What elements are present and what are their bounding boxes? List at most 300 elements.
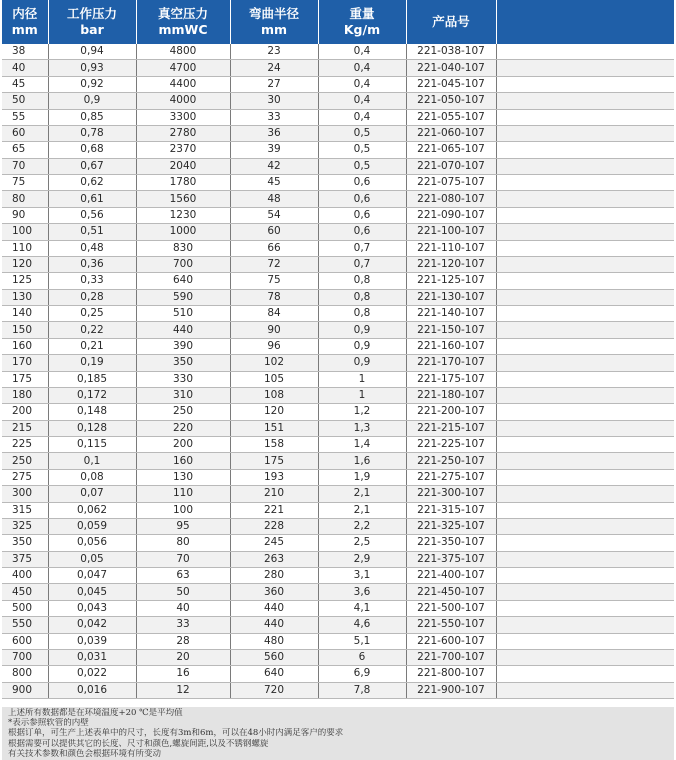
cell-bend-radius: 228	[230, 518, 318, 534]
table-row	[2, 76, 674, 92]
cell-weight: 0,8	[318, 273, 406, 289]
cell-working-pressure: 0,36	[48, 256, 136, 272]
cell-weight: 2,9	[318, 551, 406, 567]
cell-bend-radius: 158	[230, 437, 318, 453]
cell-inner-diameter: 45	[2, 76, 48, 92]
cell-working-pressure: 0,68	[48, 142, 136, 158]
cell-working-pressure: 0,22	[48, 322, 136, 338]
cell-bend-radius: 151	[230, 420, 318, 436]
table-row	[2, 502, 674, 518]
cell-blank	[496, 93, 674, 109]
cell-product-number: 221-175-107	[406, 371, 496, 387]
cell-inner-diameter: 900	[2, 682, 48, 698]
column-header-weight	[318, 0, 406, 44]
cell-blank	[496, 518, 674, 534]
cell-working-pressure: 0,115	[48, 437, 136, 453]
table-row	[2, 125, 674, 141]
cell-working-pressure: 0,51	[48, 224, 136, 240]
cell-working-pressure: 0,1	[48, 453, 136, 469]
cell-vacuum-pressure: 95	[136, 518, 230, 534]
cell-bend-radius: 84	[230, 306, 318, 322]
cell-inner-diameter: 800	[2, 666, 48, 682]
cell-bend-radius: 360	[230, 584, 318, 600]
footnotes	[2, 707, 674, 760]
cell-product-number: 221-225-107	[406, 437, 496, 453]
cell-bend-radius: 45	[230, 175, 318, 191]
cell-weight: 0,5	[318, 142, 406, 158]
cell-product-number: 221-150-107	[406, 322, 496, 338]
cell-weight: 0,4	[318, 60, 406, 76]
cell-working-pressure: 0,172	[48, 387, 136, 403]
cell-product-number: 221-170-107	[406, 355, 496, 371]
cell-bend-radius: 560	[230, 649, 318, 665]
cell-vacuum-pressure: 33	[136, 617, 230, 633]
footnote-line: 有关技术参数和颜色会根据环境有所变动	[8, 748, 162, 759]
cell-bend-radius: 27	[230, 76, 318, 92]
table-row	[2, 371, 674, 387]
table-row	[2, 535, 674, 551]
table-row	[2, 224, 674, 240]
cell-weight: 0,6	[318, 207, 406, 223]
cell-inner-diameter: 600	[2, 633, 48, 649]
cell-inner-diameter: 160	[2, 338, 48, 354]
cell-working-pressure: 0,48	[48, 240, 136, 256]
cell-vacuum-pressure: 2780	[136, 125, 230, 141]
cell-bend-radius: 105	[230, 371, 318, 387]
cell-vacuum-pressure: 1000	[136, 224, 230, 240]
cell-product-number: 221-800-107	[406, 666, 496, 682]
cell-blank	[496, 322, 674, 338]
cell-vacuum-pressure: 310	[136, 387, 230, 403]
cell-product-number: 221-060-107	[406, 125, 496, 141]
column-header-unit: mm	[11, 22, 38, 37]
cell-weight: 0,6	[318, 191, 406, 207]
cell-product-number: 221-050-107	[406, 93, 496, 109]
cell-weight: 0,8	[318, 289, 406, 305]
cell-weight: 0,9	[318, 322, 406, 338]
cell-blank	[496, 306, 674, 322]
cell-inner-diameter: 275	[2, 469, 48, 485]
cell-blank	[496, 142, 674, 158]
footnote-line: 根据订单，可生产上述表单中的尺寸，长度有3m和6m，可以在48小时内满足客户的要求	[8, 728, 344, 739]
cell-weight: 2,1	[318, 486, 406, 502]
cell-vacuum-pressure: 160	[136, 453, 230, 469]
cell-inner-diameter: 40	[2, 60, 48, 76]
cell-inner-diameter: 300	[2, 486, 48, 502]
cell-working-pressure: 0,92	[48, 76, 136, 92]
cell-product-number: 221-315-107	[406, 502, 496, 518]
cell-inner-diameter: 180	[2, 387, 48, 403]
cell-working-pressure: 0,047	[48, 568, 136, 584]
cell-inner-diameter: 175	[2, 371, 48, 387]
table-row	[2, 551, 674, 567]
cell-weight: 0,7	[318, 256, 406, 272]
table-row	[2, 453, 674, 469]
cell-weight: 0,4	[318, 76, 406, 92]
cell-bend-radius: 42	[230, 158, 318, 174]
cell-vacuum-pressure: 70	[136, 551, 230, 567]
cell-blank	[496, 600, 674, 616]
cell-blank	[496, 355, 674, 371]
cell-working-pressure: 0,148	[48, 404, 136, 420]
cell-product-number: 221-110-107	[406, 240, 496, 256]
table-row	[2, 175, 674, 191]
cell-blank	[496, 44, 674, 60]
cell-inner-diameter: 250	[2, 453, 48, 469]
cell-weight: 1	[318, 387, 406, 403]
cell-vacuum-pressure: 2370	[136, 142, 230, 158]
cell-inner-diameter: 150	[2, 322, 48, 338]
cell-product-number: 221-045-107	[406, 76, 496, 92]
cell-blank	[496, 109, 674, 125]
cell-blank	[496, 273, 674, 289]
cell-inner-diameter: 80	[2, 191, 48, 207]
cell-product-number: 221-038-107	[406, 44, 496, 60]
cell-working-pressure: 0,9	[48, 93, 136, 109]
cell-vacuum-pressure: 1560	[136, 191, 230, 207]
cell-bend-radius: 440	[230, 600, 318, 616]
cell-vacuum-pressure: 330	[136, 371, 230, 387]
cell-working-pressure: 0,039	[48, 633, 136, 649]
cell-inner-diameter: 50	[2, 93, 48, 109]
cell-weight: 3,1	[318, 568, 406, 584]
cell-product-number: 221-215-107	[406, 420, 496, 436]
cell-vacuum-pressure: 130	[136, 469, 230, 485]
cell-bend-radius: 193	[230, 469, 318, 485]
cell-vacuum-pressure: 1780	[136, 175, 230, 191]
cell-bend-radius: 480	[230, 633, 318, 649]
cell-vacuum-pressure: 40	[136, 600, 230, 616]
cell-blank	[496, 240, 674, 256]
cell-product-number: 221-275-107	[406, 469, 496, 485]
cell-vacuum-pressure: 16	[136, 666, 230, 682]
cell-bend-radius: 60	[230, 224, 318, 240]
table-row	[2, 420, 674, 436]
cell-inner-diameter: 200	[2, 404, 48, 420]
cell-product-number: 221-700-107	[406, 649, 496, 665]
cell-inner-diameter: 38	[2, 44, 48, 60]
cell-inner-diameter: 450	[2, 584, 48, 600]
cell-blank	[496, 158, 674, 174]
table-row	[2, 322, 674, 338]
cell-inner-diameter: 350	[2, 535, 48, 551]
cell-weight: 6,9	[318, 666, 406, 682]
cell-working-pressure: 0,33	[48, 273, 136, 289]
table-row	[2, 584, 674, 600]
cell-blank	[496, 682, 674, 698]
cell-product-number: 221-500-107	[406, 600, 496, 616]
table-row	[2, 633, 674, 649]
cell-weight: 0,4	[318, 93, 406, 109]
column-header-vacuum-pressure	[136, 0, 230, 44]
cell-vacuum-pressure: 3300	[136, 109, 230, 125]
cell-weight: 0,9	[318, 338, 406, 354]
cell-weight: 7,8	[318, 682, 406, 698]
cell-working-pressure: 0,08	[48, 469, 136, 485]
cell-inner-diameter: 315	[2, 502, 48, 518]
cell-bend-radius: 120	[230, 404, 318, 420]
cell-inner-diameter: 60	[2, 125, 48, 141]
cell-working-pressure: 0,042	[48, 617, 136, 633]
cell-weight: 0,7	[318, 240, 406, 256]
cell-weight: 5,1	[318, 633, 406, 649]
cell-working-pressure: 0,85	[48, 109, 136, 125]
cell-weight: 1,9	[318, 469, 406, 485]
cell-blank	[496, 617, 674, 633]
cell-blank	[496, 60, 674, 76]
cell-blank	[496, 256, 674, 272]
cell-vacuum-pressure: 28	[136, 633, 230, 649]
cell-weight: 0,5	[318, 158, 406, 174]
cell-weight: 1,3	[318, 420, 406, 436]
cell-bend-radius: 96	[230, 338, 318, 354]
table-row	[2, 60, 674, 76]
cell-working-pressure: 0,28	[48, 289, 136, 305]
table-row	[2, 518, 674, 534]
cell-product-number: 221-300-107	[406, 486, 496, 502]
cell-inner-diameter: 550	[2, 617, 48, 633]
cell-vacuum-pressure: 640	[136, 273, 230, 289]
cell-vacuum-pressure: 350	[136, 355, 230, 371]
table-row	[2, 207, 674, 223]
cell-inner-diameter: 400	[2, 568, 48, 584]
cell-inner-diameter: 130	[2, 289, 48, 305]
cell-working-pressure: 0,67	[48, 158, 136, 174]
table-row	[2, 273, 674, 289]
cell-bend-radius: 90	[230, 322, 318, 338]
cell-bend-radius: 108	[230, 387, 318, 403]
cell-inner-diameter: 215	[2, 420, 48, 436]
table-row	[2, 289, 674, 305]
cell-blank	[496, 486, 674, 502]
spec-table	[2, 0, 674, 699]
table-row	[2, 355, 674, 371]
cell-vacuum-pressure: 830	[136, 240, 230, 256]
cell-bend-radius: 48	[230, 191, 318, 207]
cell-vacuum-pressure: 4700	[136, 60, 230, 76]
cell-product-number: 221-600-107	[406, 633, 496, 649]
cell-blank	[496, 420, 674, 436]
column-header-product-number	[406, 0, 496, 44]
cell-bend-radius: 66	[230, 240, 318, 256]
column-header-label: 产品号	[432, 14, 470, 29]
cell-vacuum-pressure: 4000	[136, 93, 230, 109]
cell-blank	[496, 633, 674, 649]
cell-inner-diameter: 325	[2, 518, 48, 534]
cell-inner-diameter: 140	[2, 306, 48, 322]
table-row	[2, 338, 674, 354]
cell-vacuum-pressure: 390	[136, 338, 230, 354]
cell-vacuum-pressure: 440	[136, 322, 230, 338]
cell-weight: 0,9	[318, 355, 406, 371]
cell-vacuum-pressure: 590	[136, 289, 230, 305]
cell-vacuum-pressure: 2040	[136, 158, 230, 174]
cell-working-pressure: 0,045	[48, 584, 136, 600]
column-header-bend-radius	[230, 0, 318, 44]
cell-weight: 0,4	[318, 44, 406, 60]
cell-working-pressure: 0,059	[48, 518, 136, 534]
cell-blank	[496, 502, 674, 518]
cell-blank	[496, 437, 674, 453]
cell-product-number: 221-120-107	[406, 256, 496, 272]
cell-bend-radius: 78	[230, 289, 318, 305]
cell-weight: 2,2	[318, 518, 406, 534]
cell-inner-diameter: 70	[2, 158, 48, 174]
cell-working-pressure: 0,056	[48, 535, 136, 551]
cell-weight: 2,5	[318, 535, 406, 551]
cell-weight: 6	[318, 649, 406, 665]
cell-vacuum-pressure: 4400	[136, 76, 230, 92]
cell-working-pressure: 0,61	[48, 191, 136, 207]
cell-vacuum-pressure: 250	[136, 404, 230, 420]
cell-product-number: 221-375-107	[406, 551, 496, 567]
table-row	[2, 682, 674, 698]
cell-bend-radius: 36	[230, 125, 318, 141]
table-row	[2, 306, 674, 322]
cell-working-pressure: 0,56	[48, 207, 136, 223]
cell-weight: 3,6	[318, 584, 406, 600]
cell-vacuum-pressure: 200	[136, 437, 230, 453]
cell-inner-diameter: 65	[2, 142, 48, 158]
cell-vacuum-pressure: 80	[136, 535, 230, 551]
cell-bend-radius: 72	[230, 256, 318, 272]
cell-product-number: 221-325-107	[406, 518, 496, 534]
cell-bend-radius: 263	[230, 551, 318, 567]
cell-vacuum-pressure: 100	[136, 502, 230, 518]
table-row	[2, 240, 674, 256]
cell-blank	[496, 404, 674, 420]
cell-blank	[496, 584, 674, 600]
cell-inner-diameter: 225	[2, 437, 48, 453]
table-row	[2, 158, 674, 174]
cell-blank	[496, 551, 674, 567]
cell-bend-radius: 39	[230, 142, 318, 158]
table-row	[2, 617, 674, 633]
table-row	[2, 404, 674, 420]
cell-inner-diameter: 90	[2, 207, 48, 223]
cell-weight: 1,4	[318, 437, 406, 453]
cell-product-number: 221-065-107	[406, 142, 496, 158]
cell-product-number: 221-070-107	[406, 158, 496, 174]
cell-vacuum-pressure: 220	[136, 420, 230, 436]
footnote-line: 根据需要可以提供其它的长度、尺寸和颜色,螺旋间距,以及不锈钢螺旋	[8, 738, 269, 749]
cell-blank	[496, 207, 674, 223]
column-header-blank	[496, 0, 674, 44]
cell-product-number: 221-160-107	[406, 338, 496, 354]
cell-weight: 2,1	[318, 502, 406, 518]
cell-blank	[496, 338, 674, 354]
cell-working-pressure: 0,07	[48, 486, 136, 502]
cell-bend-radius: 54	[230, 207, 318, 223]
table-header	[2, 0, 674, 44]
cell-product-number: 221-130-107	[406, 289, 496, 305]
cell-product-number: 221-075-107	[406, 175, 496, 191]
table-row	[2, 486, 674, 502]
cell-working-pressure: 0,19	[48, 355, 136, 371]
table-row	[2, 568, 674, 584]
cell-product-number: 221-040-107	[406, 60, 496, 76]
cell-working-pressure: 0,062	[48, 502, 136, 518]
cell-inner-diameter: 500	[2, 600, 48, 616]
cell-vacuum-pressure: 1230	[136, 207, 230, 223]
table-row	[2, 109, 674, 125]
cell-vacuum-pressure: 12	[136, 682, 230, 698]
cell-inner-diameter: 75	[2, 175, 48, 191]
table-row	[2, 44, 674, 60]
cell-product-number: 221-080-107	[406, 191, 496, 207]
cell-blank	[496, 666, 674, 682]
cell-weight: 0,4	[318, 109, 406, 125]
cell-weight: 0,6	[318, 175, 406, 191]
cell-product-number: 221-900-107	[406, 682, 496, 698]
cell-blank	[496, 191, 674, 207]
column-header-unit: mmWC	[158, 22, 208, 37]
cell-bend-radius: 210	[230, 486, 318, 502]
cell-inner-diameter: 55	[2, 109, 48, 125]
cell-product-number: 221-350-107	[406, 535, 496, 551]
cell-working-pressure: 0,043	[48, 600, 136, 616]
cell-inner-diameter: 100	[2, 224, 48, 240]
cell-inner-diameter: 170	[2, 355, 48, 371]
table-row	[2, 93, 674, 109]
footnote-line: 上述所有数据都是在环境温度+20 ℃是平均值	[8, 708, 183, 718]
column-header-unit: Kg/m	[343, 22, 381, 37]
column-header-unit: mm	[260, 22, 288, 37]
column-header-label: 工作压力	[66, 6, 117, 21]
cell-bend-radius: 440	[230, 617, 318, 633]
cell-inner-diameter: 375	[2, 551, 48, 567]
cell-bend-radius: 280	[230, 568, 318, 584]
cell-weight: 1,2	[318, 404, 406, 420]
cell-working-pressure: 0,62	[48, 175, 136, 191]
cell-blank	[496, 289, 674, 305]
column-header-working-pressure	[48, 0, 136, 44]
cell-product-number: 221-055-107	[406, 109, 496, 125]
cell-vacuum-pressure: 510	[136, 306, 230, 322]
cell-bend-radius: 33	[230, 109, 318, 125]
cell-product-number: 221-450-107	[406, 584, 496, 600]
cell-weight: 0,6	[318, 224, 406, 240]
cell-vacuum-pressure: 63	[136, 568, 230, 584]
cell-bend-radius: 102	[230, 355, 318, 371]
cell-blank	[496, 125, 674, 141]
column-header-label: 重量	[349, 6, 375, 21]
footnote-line: *表示参照软管的内壁	[8, 718, 89, 729]
table-row	[2, 469, 674, 485]
cell-working-pressure: 0,05	[48, 551, 136, 567]
cell-vacuum-pressure: 4800	[136, 44, 230, 60]
table-row	[2, 600, 674, 616]
cell-blank	[496, 535, 674, 551]
cell-working-pressure: 0,25	[48, 306, 136, 322]
cell-working-pressure: 0,022	[48, 666, 136, 682]
cell-weight: 0,5	[318, 125, 406, 141]
cell-bend-radius: 24	[230, 60, 318, 76]
cell-working-pressure: 0,185	[48, 371, 136, 387]
cell-weight: 4,1	[318, 600, 406, 616]
table-row	[2, 649, 674, 665]
cell-vacuum-pressure: 20	[136, 649, 230, 665]
cell-blank	[496, 453, 674, 469]
cell-blank	[496, 469, 674, 485]
cell-working-pressure: 0,031	[48, 649, 136, 665]
cell-product-number: 221-090-107	[406, 207, 496, 223]
column-header-label: 真空压力	[157, 6, 208, 21]
cell-product-number: 221-180-107	[406, 387, 496, 403]
cell-weight: 4,6	[318, 617, 406, 633]
table-row	[2, 437, 674, 453]
cell-bend-radius: 75	[230, 273, 318, 289]
